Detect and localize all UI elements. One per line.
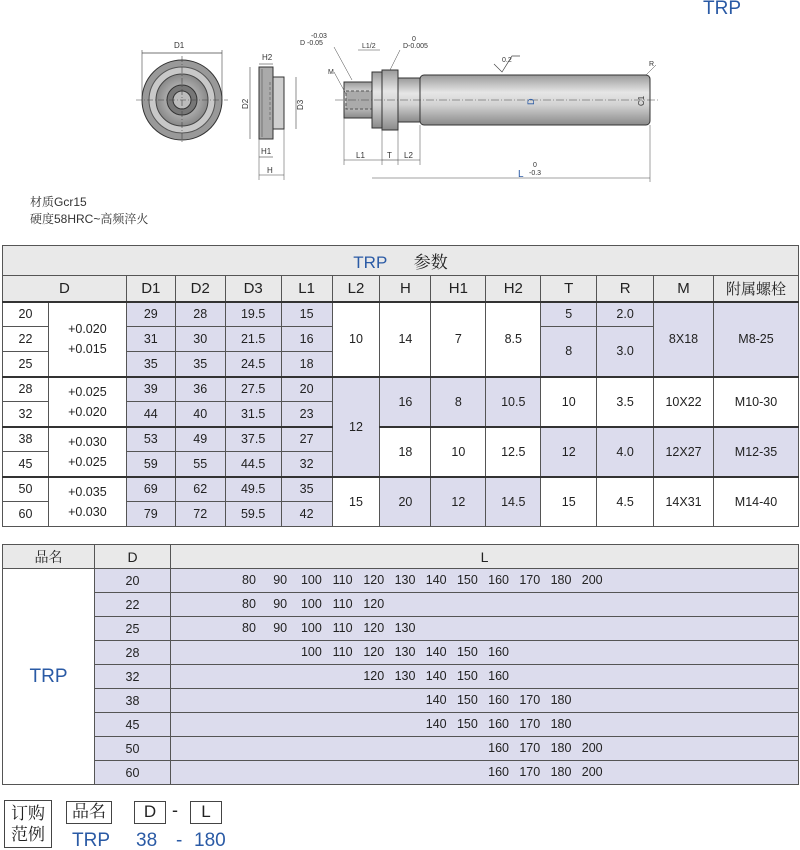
- length-value: 160: [488, 741, 510, 755]
- cell-D: 50: [3, 477, 49, 502]
- cell-L2: 12: [332, 377, 380, 477]
- tol-upper: +0.030: [68, 434, 107, 449]
- tol-D-right: D-0.005: [403, 43, 428, 50]
- length-value: 120: [363, 573, 385, 587]
- chamfer: C1: [637, 95, 646, 106]
- cell-D: 22: [3, 327, 49, 352]
- length-row: [3, 569, 799, 593]
- length-table: [2, 544, 799, 785]
- cell-L1: 20: [281, 377, 332, 402]
- dim-R: R: [649, 61, 655, 68]
- tol-L-bot: -0.3: [529, 170, 542, 177]
- example-l: 180: [194, 830, 226, 850]
- dim-L2: L2: [404, 151, 413, 160]
- header-R: R: [597, 276, 654, 302]
- length-value: 100: [300, 621, 322, 635]
- cell-tolerance: [48, 302, 126, 377]
- length-value: 150: [456, 717, 478, 731]
- table-row: [3, 377, 799, 402]
- product-code: TRP: [703, 0, 741, 19]
- drawing-svg: [0, 20, 800, 190]
- length-values-cell: [171, 569, 799, 593]
- table-title-label: 参数: [413, 253, 448, 272]
- example-code: TRP: [72, 830, 110, 850]
- tol-D-mid: D -0.05: [300, 40, 323, 47]
- cell-D3: 59.5: [225, 502, 281, 527]
- cell-D3: 44.5: [225, 452, 281, 477]
- length-row: [3, 761, 799, 785]
- header-D1: D1: [126, 276, 175, 302]
- cell-H1: 10: [431, 427, 486, 477]
- length-value: 120: [363, 597, 385, 611]
- cell-T: 8: [541, 327, 597, 377]
- length-value: 140: [425, 717, 447, 731]
- header-H: H: [380, 276, 431, 302]
- length-value: 80: [242, 621, 256, 635]
- tol-upper: +0.025: [68, 384, 107, 399]
- tol-lower: +0.025: [68, 454, 107, 469]
- length-D-cell: 20: [95, 569, 171, 593]
- cell-D2: 35: [175, 352, 225, 377]
- length-value: 140: [425, 693, 447, 707]
- example-d: 38: [136, 830, 158, 850]
- cell-D2: 55: [175, 452, 225, 477]
- cell-D2: 62: [175, 477, 225, 502]
- length-values-cell: [171, 713, 799, 737]
- cell-H1: 12: [431, 477, 486, 527]
- material-line: 材质Gcr15: [30, 195, 87, 209]
- cell-H2: 12.5: [486, 427, 541, 477]
- length-row: [3, 713, 799, 737]
- cell-L2: 15: [332, 477, 380, 527]
- length-value: 180: [550, 573, 572, 587]
- length-value: 130: [394, 621, 416, 635]
- cell-D1: 69: [126, 477, 175, 502]
- cell-H1: 7: [431, 302, 486, 377]
- length-values-cell: [171, 665, 799, 689]
- length-value: 160: [488, 765, 510, 779]
- header-D: D: [3, 276, 127, 302]
- parameter-table: [2, 245, 799, 527]
- cell-tolerance: [48, 427, 126, 477]
- length-value: 130: [394, 645, 416, 659]
- cell-D: 32: [3, 402, 49, 427]
- cell-D2: 30: [175, 327, 225, 352]
- length-value: 160: [488, 573, 510, 587]
- tol-L-top: 0: [533, 162, 537, 169]
- cell-R: 3.0: [597, 327, 654, 377]
- cell-D2: 72: [175, 502, 225, 527]
- length-value: 170: [519, 693, 541, 707]
- roughness: 0.2: [502, 57, 512, 64]
- length-value: 90: [273, 573, 288, 587]
- cell-R: 3.5: [597, 377, 654, 427]
- length-D-cell: 38: [95, 689, 171, 713]
- length-value: 160: [488, 669, 510, 683]
- length-value: 180: [550, 765, 572, 779]
- dim-T: T: [387, 151, 392, 160]
- length-value: 100: [300, 597, 322, 611]
- shaft-view: [300, 33, 660, 182]
- cell-T: 15: [541, 477, 597, 527]
- length-values-cell: [171, 761, 799, 785]
- example-dash: -: [176, 830, 183, 850]
- header-M: M: [654, 276, 714, 302]
- length-value: 170: [519, 741, 541, 755]
- length-value: 200: [581, 765, 603, 779]
- length-values-cell: [171, 641, 799, 665]
- cell-L2: 10: [332, 302, 380, 377]
- dim-D: D: [526, 98, 536, 105]
- cell-bolt: M14-40: [714, 477, 799, 527]
- length-value: 170: [519, 717, 541, 731]
- dim-D2: D2: [241, 98, 250, 109]
- order-dash: -: [172, 800, 178, 820]
- order-label-line2: 范例: [11, 825, 45, 844]
- length-values-cell: [171, 689, 799, 713]
- order-label-line1: 订购: [11, 804, 45, 823]
- length-value: 130: [394, 573, 416, 587]
- length-D-cell: 22: [95, 593, 171, 617]
- cell-tolerance: [48, 377, 126, 427]
- length-values-cell: [171, 737, 799, 761]
- cell-M: 12X27: [654, 427, 714, 477]
- dim-L: L: [518, 169, 524, 180]
- table-row: [3, 302, 799, 327]
- cell-D3: 37.5: [225, 427, 281, 452]
- cell-M: 8X18: [654, 302, 714, 377]
- length-value: 130: [394, 669, 416, 683]
- length-row: [3, 689, 799, 713]
- cell-D1: 35: [126, 352, 175, 377]
- cell-D3: 24.5: [225, 352, 281, 377]
- tol-D-top: -0.03: [311, 33, 327, 40]
- cell-M: 10X22: [654, 377, 714, 427]
- dim-H: H: [267, 166, 273, 175]
- order-l-box: L: [190, 801, 222, 824]
- cell-H: 20: [380, 477, 431, 527]
- length-value: 120: [363, 645, 385, 659]
- cell-L1: 15: [281, 302, 332, 327]
- length-value: 150: [456, 645, 478, 659]
- length-value: 160: [488, 693, 510, 707]
- header-L1: L1: [281, 276, 332, 302]
- header-L: L: [171, 545, 799, 569]
- product-name-cell: TRP: [3, 569, 95, 785]
- length-row: [3, 737, 799, 761]
- length-value: 80: [242, 597, 256, 611]
- length-value: 180: [550, 741, 572, 755]
- length-value: 180: [550, 717, 572, 731]
- cell-bolt: M8-25: [714, 302, 799, 377]
- cell-L1: 35: [281, 477, 332, 502]
- technical-drawing: [0, 20, 800, 190]
- cell-D1: 59: [126, 452, 175, 477]
- cell-bolt: M10-30: [714, 377, 799, 427]
- length-value: 110: [332, 621, 353, 635]
- cell-D3: 21.5: [225, 327, 281, 352]
- length-value: 160: [488, 645, 510, 659]
- cell-T: 12: [541, 427, 597, 477]
- tol-lower: +0.015: [68, 342, 107, 356]
- cell-L1: 18: [281, 352, 332, 377]
- length-value: 110: [332, 645, 353, 659]
- order-example-label: [4, 800, 52, 848]
- length-value: 100: [300, 645, 322, 659]
- cell-T: 5: [541, 302, 597, 327]
- side-view: [241, 53, 305, 180]
- length-value: 150: [456, 669, 478, 683]
- header-H2: H2: [486, 276, 541, 302]
- header-D3: D3: [225, 276, 281, 302]
- header-T: T: [541, 276, 597, 302]
- cell-D2: 49: [175, 427, 225, 452]
- cell-H1: 8: [431, 377, 486, 427]
- length-value: 90: [273, 597, 288, 611]
- cell-D1: 31: [126, 327, 175, 352]
- length-D-cell: 25: [95, 617, 171, 641]
- length-row: [3, 593, 799, 617]
- cell-R: 4.5: [597, 477, 654, 527]
- tol-lower: +0.020: [68, 404, 107, 419]
- cell-D: 25: [3, 352, 49, 377]
- cell-D2: 36: [175, 377, 225, 402]
- dim-D1: D1: [174, 41, 185, 50]
- length-values-cell: [171, 593, 799, 617]
- dim-M: M: [328, 69, 334, 76]
- table-title: [3, 246, 799, 276]
- cell-D1: 44: [126, 402, 175, 427]
- cell-R: 2.0: [597, 302, 654, 327]
- dim-H2: H2: [262, 53, 273, 62]
- dim-H1: H1: [261, 147, 272, 156]
- cell-bolt: M12-35: [714, 427, 799, 477]
- cell-H: 14: [380, 302, 431, 377]
- length-D-cell: 60: [95, 761, 171, 785]
- length-value: 140: [425, 645, 447, 659]
- cell-D3: 49.5: [225, 477, 281, 502]
- length-D-cell: 32: [95, 665, 171, 689]
- cell-H2: 10.5: [486, 377, 541, 427]
- cell-L1: 23: [281, 402, 332, 427]
- tol-upper: +0.020: [68, 322, 107, 336]
- length-value: 180: [550, 693, 572, 707]
- cell-D3: 27.5: [225, 377, 281, 402]
- cell-H: 16: [380, 377, 431, 427]
- length-row: [3, 665, 799, 689]
- cell-R: 4.0: [597, 427, 654, 477]
- cell-H2: 14.5: [486, 477, 541, 527]
- length-value: 170: [519, 765, 541, 779]
- cell-D: 45: [3, 452, 49, 477]
- length-value: 150: [456, 573, 478, 587]
- length-value: 90: [273, 621, 288, 635]
- cell-D: 38: [3, 427, 49, 452]
- dim-L1-2: L1/2: [362, 43, 376, 50]
- cell-D1: 29: [126, 302, 175, 327]
- order-name-box: 品名: [66, 801, 112, 824]
- dim-L1: L1: [356, 151, 365, 160]
- table-title-code: TRP: [353, 253, 387, 272]
- cell-L1: 32: [281, 452, 332, 477]
- cell-D1: 53: [126, 427, 175, 452]
- order-d-box: D: [134, 801, 166, 824]
- length-value: 110: [332, 573, 353, 587]
- header-L2: L2: [332, 276, 380, 302]
- header-D: D: [95, 545, 171, 569]
- header-H1: H1: [431, 276, 486, 302]
- length-D-cell: 50: [95, 737, 171, 761]
- material-note: [30, 194, 148, 228]
- front-view: [136, 41, 228, 144]
- length-row: [3, 617, 799, 641]
- cell-D1: 39: [126, 377, 175, 402]
- cell-D: 20: [3, 302, 49, 327]
- cell-L1: 27: [281, 427, 332, 452]
- cell-M: 14X31: [654, 477, 714, 527]
- length-value: 120: [363, 621, 385, 635]
- length-value: 140: [425, 669, 447, 683]
- cell-D3: 19.5: [225, 302, 281, 327]
- cell-tolerance: [48, 477, 126, 527]
- table-row: [3, 427, 799, 452]
- length-value: 200: [581, 573, 603, 587]
- hardness-line: 硬度58HRC~高频淬火: [30, 212, 149, 226]
- cell-D2: 28: [175, 302, 225, 327]
- length-value: 160: [488, 717, 510, 731]
- cell-L1: 16: [281, 327, 332, 352]
- header-name: 品名: [3, 545, 95, 569]
- cell-L1: 42: [281, 502, 332, 527]
- length-D-cell: 28: [95, 641, 171, 665]
- tol-lower: +0.030: [68, 504, 107, 519]
- tol-upper: +0.035: [68, 484, 107, 499]
- length-row: [3, 641, 799, 665]
- length-value: 80: [242, 573, 256, 587]
- length-value: 200: [581, 741, 603, 755]
- table-row: [3, 477, 799, 502]
- cell-D: 60: [3, 502, 49, 527]
- length-table-body: [3, 569, 799, 785]
- tol-D-right-top: 0: [412, 36, 416, 43]
- length-values-cell: [171, 617, 799, 641]
- length-value: 110: [332, 597, 353, 611]
- dim-D3: D3: [296, 99, 305, 110]
- length-value: 150: [456, 693, 478, 707]
- cell-D1: 79: [126, 502, 175, 527]
- header-D2: D2: [175, 276, 225, 302]
- length-value: 140: [425, 573, 447, 587]
- cell-T: 10: [541, 377, 597, 427]
- cell-H: 18: [380, 427, 431, 477]
- length-D-cell: 45: [95, 713, 171, 737]
- length-value: 100: [300, 573, 322, 587]
- cell-D: 28: [3, 377, 49, 402]
- length-value: 120: [363, 669, 385, 683]
- length-value: 170: [519, 573, 541, 587]
- cell-D3: 31.5: [225, 402, 281, 427]
- header-bolt: 附属螺栓: [714, 276, 799, 302]
- cell-H2: 8.5: [486, 302, 541, 377]
- cell-D2: 40: [175, 402, 225, 427]
